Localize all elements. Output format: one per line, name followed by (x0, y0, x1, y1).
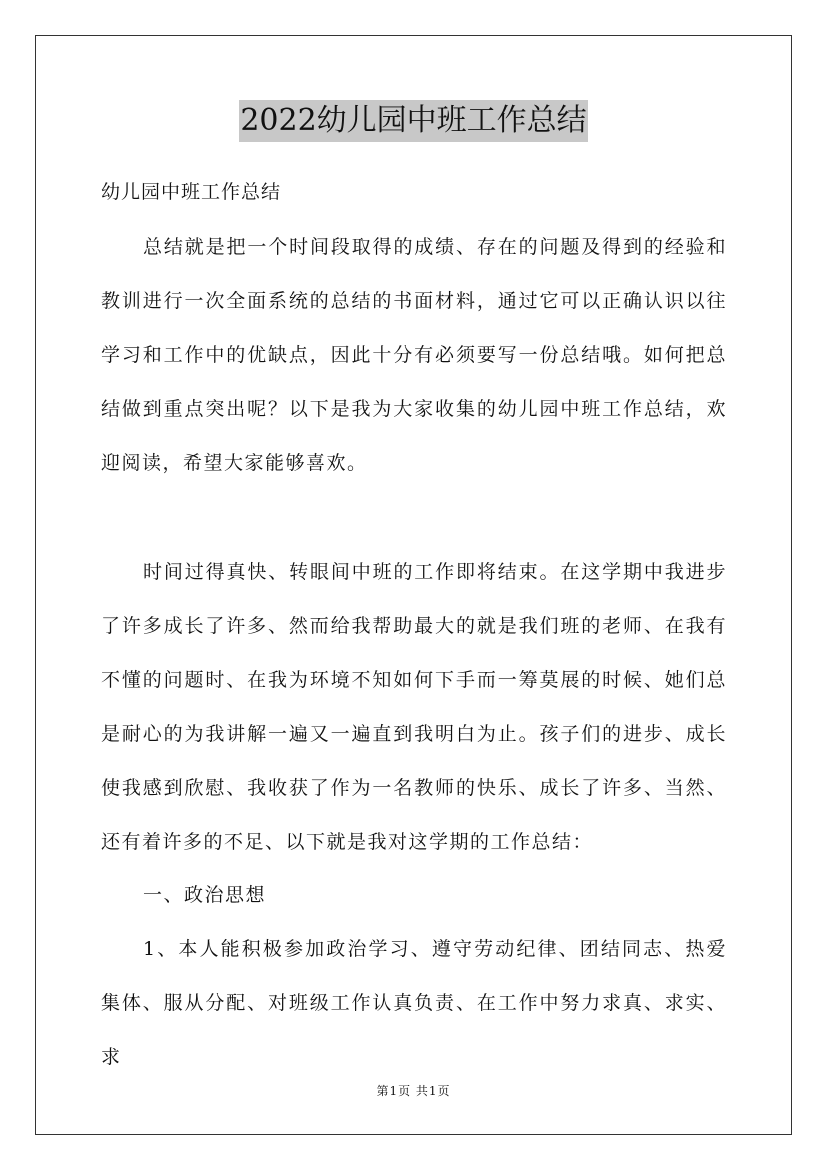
paragraph-summary: 时间过得真快、转眼间中班的工作即将结束。在这学期中我进步了许多成长了许多、然而给我帮助最大的就是我们班的老师、在我有不懂的问题时、在我为环境不知如何下手而一筹莫展的时候、她们总是耐心的为我讲解一遍又一遍直到我明白为止。孩子们的进步、成长使我感到欣慰、我收获了作为一名教师的快乐、成长了许多、当然、还有着许多的不足、以下就是我对这学期的工作总结： (101, 561, 727, 853)
paragraph-item-1: 1、本人能积极参加政治学习、遵守劳动纪律、团结同志、热爱集体、服从分配、对班级工作认真负责、在工作中努力求真、求实、求 (101, 938, 727, 1068)
page-footer: 第1页 共1页 (376, 1084, 451, 1098)
section-heading-politics: 一、政治思想 (143, 884, 267, 906)
paragraph-intro: 总结就是把一个时间段取得的成绩、存在的问题及得到的经验和教训进行一次全面系统的总结的书面材料，通过它可以正确认识以往学习和工作中的优缺点，因此十分有必须要写一份总结哦。如何把总结做到重点突出呢？以下是我为大家收集的幼儿园中班工作总结，欢迎阅读，希望大家能够喜欢。 (101, 236, 727, 474)
document-subheading: 幼儿园中班工作总结 (101, 181, 282, 203)
document-title (0, 100, 827, 142)
document-title-text: 2022幼儿园中班工作总结 (239, 100, 587, 142)
